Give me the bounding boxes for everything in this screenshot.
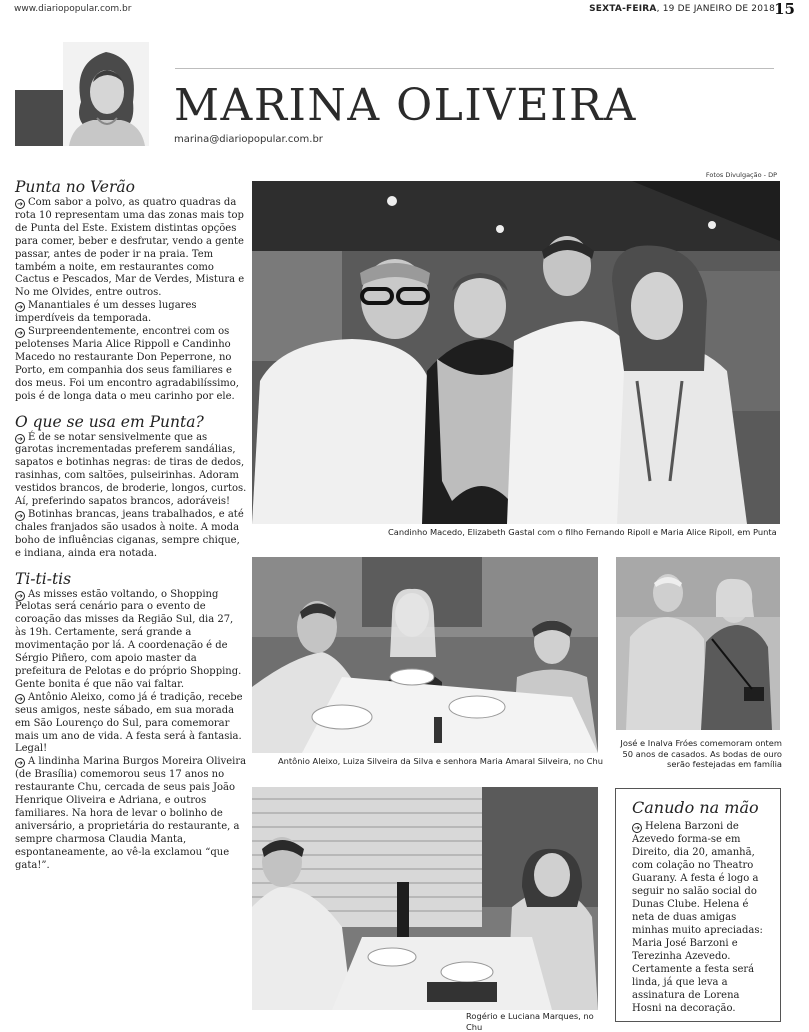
paragraph xyxy=(15,509,247,561)
paragraph xyxy=(15,432,247,509)
caption-photo-froes: José e Inalva Fróes comemoram ontem 50 anos de casados. As bodas de ouro serão festejadas em família xyxy=(620,738,782,769)
column-title: MARINA OLIVEIRA xyxy=(174,80,637,131)
circled-arrow-icon: ➔ xyxy=(15,302,25,312)
paragraph-text: Antônio Aleixo, como já é tradição, recebe seus amigos, neste sábado, em sua morada em São Lourenço do Sul, para comemorar mais um ano de vida. A festa será à fantasia. Legal! xyxy=(15,691,243,755)
paragraph xyxy=(632,820,770,1015)
paragraph-text: Helena Barzoni de Azevedo forma-se em Direito, dia 20, amanhã, com colação no Theatro Guarany. A festa é logo a seguir no salão social do Dunas Clube. Helena é neta de duas amigas minhas muito apreciadas: Maria José Barzoni e Terezinha Azevedo. Certamente a festa será linda, já que leva a assinatura de Lorena Hosni na decoração. xyxy=(632,821,763,1014)
photo-credit: Fotos Divulgação - DP xyxy=(705,171,777,179)
paragraph xyxy=(15,692,247,757)
circled-arrow-icon: ➔ xyxy=(15,199,25,209)
paragraph-text: Botinhas brancas, jeans trabalhados, e até chales franjados são usados à noite. A moda boho de influências ciganas, sempre chique, e indiana, ainda era notada. xyxy=(15,508,244,559)
sidebar-box-canudo xyxy=(615,788,781,1022)
site-url: www.diariopopular.com.br xyxy=(14,4,132,14)
paragraph-text: É de se notar sensivelmente que as garotas incrementadas preferem sandálias, sapatos e botinhas negras: de tiras de dedos, rasinhas, com saltões, pulseirinhas. Adoram vestidos brancos, de broderie, longos, curtos. Aí, preferindo sapatos brancos, adoráveis! xyxy=(15,431,247,508)
caption-photo-punta: Candinho Macedo, Elizabeth Gastal com o filho Fernando Ripoll e Maria Alice Ripoll, em Punta xyxy=(388,527,777,537)
issue-weekday: SEXTA-FEIRA xyxy=(589,4,657,14)
paragraph-text: Com sabor a polvo, as quatro quadras da rota 10 representam uma das zonas mais top de Punta del Este. Existem distintas opções para comer, beber e desfrutar, vendo a gente passar, antes de poder ir na praia. Tem também a noite, em restaurantes como Cactus e Pescados, Mar de Verdes, Mistura e No me Olvides, entre outros. xyxy=(15,197,245,299)
photo-froes-couple xyxy=(616,557,780,730)
columnist-portrait xyxy=(63,42,149,146)
circled-arrow-icon: ➔ xyxy=(15,591,25,601)
caption-photo-chu: Antônio Aleixo, Luiza Silveira da Silva e senhora Maria Amaral Silveira, no Chu xyxy=(278,756,603,766)
caption-photo-marques: Rogério e Luciana Marques, no Chu xyxy=(466,1011,594,1032)
paragraph-text: Surpreendentemente, encontrei com os pelotenses Maria Alice Rippoll e Candinho Macedo no restaurante Don Peperrone, no Porto, em companhia dos seus familiares e dos meus. Foi um encontro agradabilíssimo, pois é de longa data o meu carinho por ele. xyxy=(15,326,239,402)
header-accent-block xyxy=(15,90,63,146)
issue-date-rest: , 19 DE JANEIRO DE 2018 xyxy=(656,4,775,14)
photo-punta-group xyxy=(252,181,780,524)
left-column xyxy=(15,178,247,873)
section-title-ti-ti-tis: Ti-ti-tis xyxy=(15,569,72,588)
photo-chu-table xyxy=(252,557,598,753)
circled-arrow-icon: ➔ xyxy=(15,694,25,704)
section-title-o-que-se-usa: O que se usa em Punta? xyxy=(15,412,204,431)
circled-arrow-icon: ➔ xyxy=(15,511,25,521)
paragraph xyxy=(15,756,247,872)
page-number: 15 xyxy=(774,0,795,18)
paragraph xyxy=(15,589,247,692)
section-title-punta-verao: Punta no Verão xyxy=(15,178,135,196)
circled-arrow-icon: ➔ xyxy=(15,328,25,338)
paragraph-text: A lindinha Marina Burgos Moreira Oliveira (de Brasília) comemorou seus 17 anos no restaurante Chu, cercada de seus pais João Henrique Oliveira e Adriana, e outros familiares. Na hora de levar o bolinho de aniversário, a proprietária do restaurante, a sempre charmosa Claudia Manta, espontaneamente, ao vê-la exclamou “que gata!”. xyxy=(15,756,247,871)
columnist-email[interactable]: marina@diariopopular.com.br xyxy=(174,134,323,145)
header-rule xyxy=(175,68,774,69)
issue-date xyxy=(589,4,775,14)
paragraph xyxy=(15,326,247,403)
spacer xyxy=(15,404,247,413)
circled-arrow-icon: ➔ xyxy=(632,823,642,833)
photo-marques-couple xyxy=(252,787,598,1010)
paragraph xyxy=(15,197,247,300)
spacer xyxy=(15,561,247,570)
paragraph-text: As misses estão voltando, o Shopping Pelotas será cenário para o evento de coroação das misses da Região Sul, dia 27, às 19h. Certamente, será grande a movimentação por lá. A coordenação é de Sérgio Piñero, com apoio master da prefeitura de Pelotas e do próprio Shopping. Gente bonita é que não vai faltar. xyxy=(15,588,242,690)
circled-arrow-icon: ➔ xyxy=(15,758,25,768)
paragraph-text: Manantiales é um desses lugares imperdíveis da temporada. xyxy=(15,300,197,325)
paragraph xyxy=(15,300,247,326)
section-title-canudo: Canudo na mão xyxy=(632,798,759,817)
circled-arrow-icon: ➔ xyxy=(15,434,25,444)
